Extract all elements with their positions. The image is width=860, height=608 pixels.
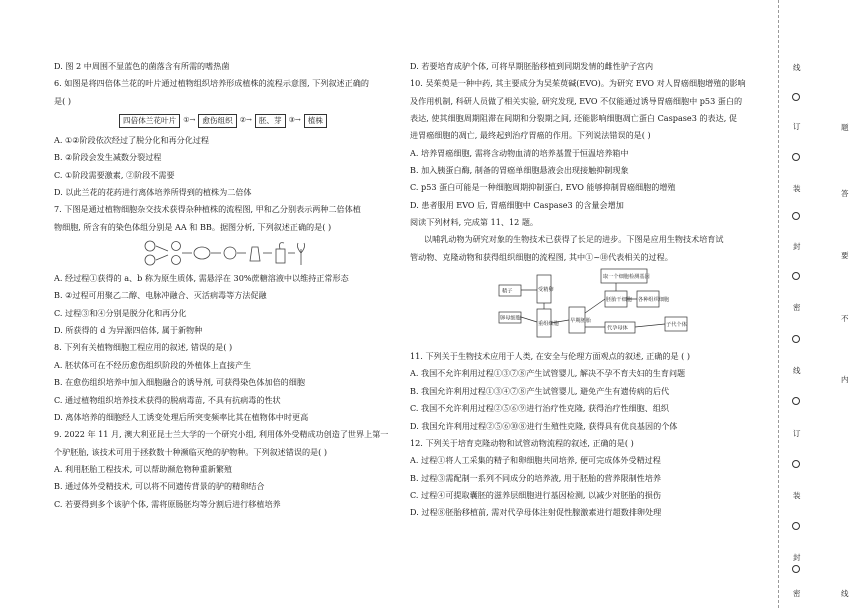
warning-char: 不 <box>841 314 849 323</box>
warning-char: 内 <box>841 375 849 384</box>
binding-line <box>778 0 779 608</box>
flow-box: 胚、芽 <box>255 114 286 128</box>
biotech-flow-diagram <box>497 267 697 347</box>
option-line: C. 过程④可提取囊胚的滋养层细胞进行基因检测, 以减少对胚胎的损伤 <box>410 489 661 500</box>
question-12-line: 12. 下列关于培育克隆动物和试管动物流程的叙述, 正确的是( ) <box>410 437 634 448</box>
option-line: C. 若要得到多个该驴个体, 需将原肠胚均等分割后进行移植培养 <box>54 498 281 509</box>
question-11-line: 11. 下列关于生物技术应用于人类, 在安全与伦理方面观点的叙述, 正确的是 ( ) <box>410 351 691 362</box>
left-column <box>54 58 392 513</box>
flow-box: 植株 <box>304 114 327 128</box>
biotech-flow-figure <box>440 266 753 348</box>
option-line: D. 离体培养的细胞经人工诱变处理后所突变频率比其在植物体中时更高 <box>54 411 309 422</box>
flow-arrow: ②→ <box>239 116 252 125</box>
binding-circle <box>792 522 800 530</box>
option-line: B. 在愈伤组织培养中加入细胞融合的诱导剂, 可获得染色体加倍的细胞 <box>54 377 305 388</box>
binding-char: 订 <box>793 122 801 131</box>
option-line: D. 我国允许利用过程②⑤⑥⑩⑧进行生殖性克隆, 获得具有优良基因的个体 <box>410 420 678 431</box>
option-line: A. 过程①将人工采集的精子和卵细胞共同培养, 便可完成体外受精过程 <box>410 455 661 466</box>
binding-circle <box>792 460 800 468</box>
diagram-node: 精子 <box>501 288 512 295</box>
question-7-line: 物细胞, 所含有的染色体组分别是 AA 和 BB。据图分析, 下列叙述正确的是( ) <box>54 221 332 232</box>
diagram-node: 重组细胞 <box>537 321 559 328</box>
binding-char: 订 <box>793 429 801 438</box>
diagram-node: 各种组织细胞 <box>637 297 669 304</box>
option-line: A. 利用胚胎工程技术, 可以帮助濒危物种重新繁殖 <box>54 463 233 474</box>
binding-char: 装 <box>793 491 801 500</box>
binding-char: 封 <box>793 553 801 562</box>
binding-circle <box>792 335 800 343</box>
option-line: C. 我国不允许利用过程②⑤⑥⑨进行治疗性克隆, 获得治疗性细胞、组织 <box>410 403 670 414</box>
option-line: A. 胚状体可在不经历愈伤组织阶段的外植体上直接产生 <box>54 359 252 370</box>
diagram-node: 胚胎干细胞 <box>605 297 632 304</box>
option-line: A. 我国不允许利用过程①③⑦⑧产生试管婴儿, 解决不孕不育夫妇的生育问题 <box>410 368 686 379</box>
option-line: D. 以此兰花的花药进行离体培养所得到的植株为二倍体 <box>54 187 252 198</box>
question-9-line: 9. 2022 年 11 月, 澳大利亚昆士兰大学的一个研究小组, 利用体外受精成功创造了世界上第一 <box>54 429 389 440</box>
question-8-line: 8. 下列有关植物细胞工程应用的叙述, 错误的是( ) <box>54 342 233 353</box>
right-column <box>410 58 753 522</box>
material-text: 管动物、克隆动物和获得组织细胞的流程图, 其中①~⑩代表相关的过程。 <box>410 251 673 262</box>
binding-char: 线 <box>793 63 801 72</box>
option-line: C. 过程③和④分别是脱分化和再分化 <box>54 307 187 318</box>
option-line: B. ②阶段会发生减数分裂过程 <box>54 152 162 163</box>
question-10-line: 及作用机制, 科研人员做了相关实验, 研究发现, EVO 不仅能通过诱导胃癌细胞中 p53 蛋白的 <box>410 95 743 106</box>
option-line: D. 所获得的 d 为异源四倍体, 属于新物种 <box>54 325 203 336</box>
binding-char: 装 <box>793 184 801 193</box>
material-text: 以哺乳动物为研究对象的生物技术已获得了长足的进步。下图是应用生物技术培育试 <box>424 234 724 245</box>
binding-circle <box>792 93 800 101</box>
diagram-node: 早期胚胎 <box>569 318 591 325</box>
option-line: A. 经过程①获得的 a、b 称为原生质体, 需悬浮在 30%蔗糖溶液中以维持正常形态 <box>54 273 349 284</box>
warning-char: 答 <box>841 189 849 198</box>
diagram-node: 取一个细胞检测基因 <box>602 274 650 281</box>
option-line: D. 过程⑧胚胎移植前, 需对代孕母体注射促性腺激素进行超数排卵处理 <box>410 507 662 518</box>
option-line: C. p53 蛋白可能是一种细胞周期抑制蛋白, EVO 能够抑制胃癌细胞的增殖 <box>410 182 676 193</box>
question-10-line: 进胃癌细胞的凋亡, 最终起到治疗胃癌的作用。下列说法错误的是( ) <box>410 130 651 141</box>
question-10-line: 表达, 使其细胞周期阻滞在间期和分裂期之间, 还能影响细胞凋亡蛋白 Caspase3 的表达, 促 <box>410 113 737 124</box>
warning-char: 题 <box>841 123 849 132</box>
question-10-line: 10. 吴茱萸是一种中药, 其主要成分为吴茱萸碱(EVO)。为研究 EVO 对人胃癌细胞增殖的影响 <box>410 78 746 89</box>
binding-circle <box>792 153 800 161</box>
option-line: B. 通过体外受精技术, 可以将不同遗传背景的驴的精卵结合 <box>54 481 265 492</box>
question-9-line: 个驴胚胎, 该技术可用于拯救数十种濒临灭绝的驴物种。下列叙述错误的是( ) <box>54 446 328 457</box>
question-6-line: 是( ) <box>54 95 71 106</box>
binding-char: 密 <box>793 303 801 312</box>
flow-arrow: ③→ <box>288 116 301 125</box>
cell-fusion-illustration <box>138 237 308 269</box>
binding-circle <box>792 272 800 280</box>
orchid-flow-diagram <box>54 110 392 132</box>
diagram-node: 代孕母体 <box>606 325 628 332</box>
diagram-node: 受精卵 <box>537 287 554 294</box>
diagram-node: 子代个体 <box>665 322 687 329</box>
reading-instruction: 阅读下列材料, 完成第 11、12 题。 <box>410 217 539 228</box>
warning-char: 线 <box>841 589 849 598</box>
option-line: D. 患者服用 EVO 后, 胃癌细胞中 Caspase3 的含量会增加 <box>410 199 624 210</box>
option-line: A. 培养胃癌细胞, 需将含动物血清的培养基置于恒温培养箱中 <box>410 147 629 158</box>
diagram-node: 卵母细胞 <box>499 315 521 322</box>
option-line: C. 通过植物组织培养技术获得的脱病毒苗, 不具有抗病毒的性状 <box>54 394 281 405</box>
flow-box: 四倍体兰花叶片 <box>119 114 180 128</box>
question-6-line: 6. 如图是将四倍体兰花的叶片通过植物组织培养形成植株的流程示意图, 下列叙述正确的 <box>54 78 369 89</box>
flow-box: 愈伤组织 <box>198 114 236 128</box>
binding-char: 封 <box>793 242 801 251</box>
option-line: D. 若要培育成驴个体, 可将早期胚胎移植到同期发情的雌性驴子宫内 <box>410 61 654 71</box>
option-line: B. 加入胰蛋白酶, 制备的胃癌单细胞悬液会出现接触抑制现象 <box>410 165 629 176</box>
option-line: A. ①②阶段依次经过了脱分化和再分化过程 <box>54 135 210 146</box>
binding-circle <box>792 397 800 405</box>
option-line: D. 图 2 中周围不显蓝色的菌落含有所需的嗜热菌 <box>54 61 230 71</box>
warning-char: 要 <box>841 251 849 260</box>
cell-fusion-figure <box>54 236 392 270</box>
option-line: B. ②过程可用聚乙二醇、电脉冲融合、灭活病毒等方法促融 <box>54 290 267 301</box>
option-line: B. 过程③需配制一系列不同成分的培养液, 用于胚胎的营养限制性培养 <box>410 472 661 483</box>
option-line: B. 我国允许利用过程①③④⑦⑧产生试管婴儿, 避免产生有遗传病的后代 <box>410 385 670 396</box>
option-line: C. ①阶段需要激素, ②阶段不需要 <box>54 169 175 180</box>
flow-arrow: ①→ <box>183 116 196 125</box>
binding-circle <box>792 212 800 220</box>
question-7-line: 7. 下图是通过植物细胞杂交技术获得杂种植株的流程图, 甲和乙分别表示两种二倍体植 <box>54 204 361 215</box>
binding-char: 线 <box>793 366 801 375</box>
binding-char: 密 <box>793 589 801 598</box>
binding-circle <box>792 565 800 573</box>
